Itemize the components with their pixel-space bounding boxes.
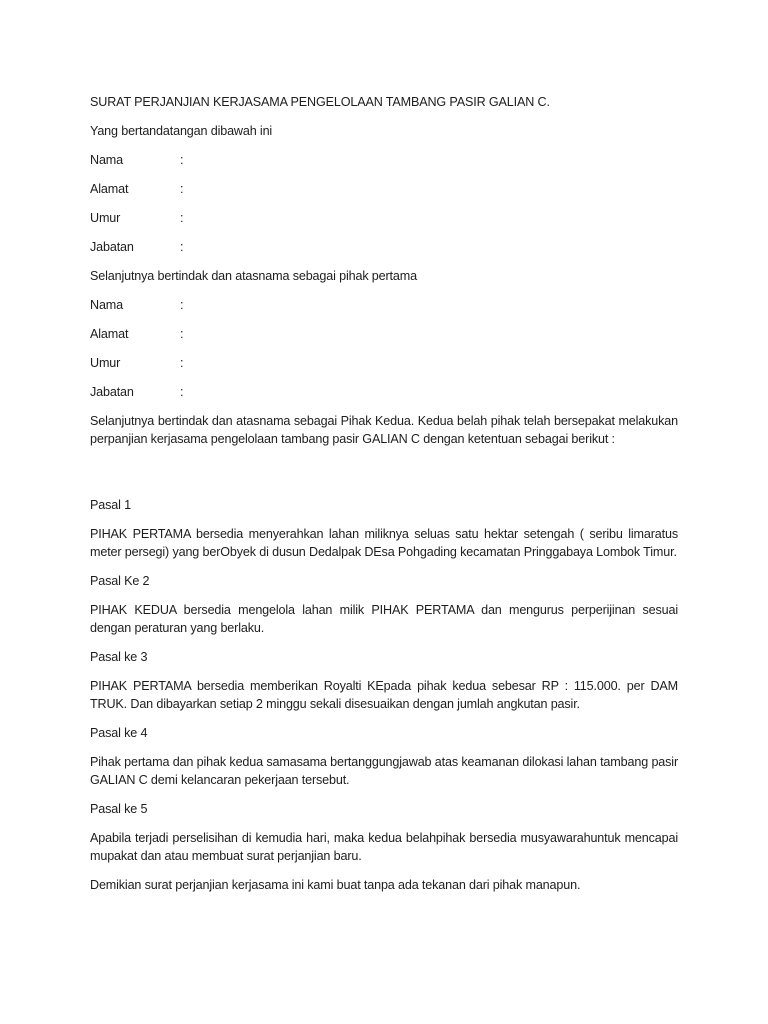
article-heading: Pasal ke 5	[90, 802, 148, 816]
article-heading: Pasal 1	[90, 498, 131, 512]
article-body: Apabila terjadi perselisihan di kemudia hari, maka kedua belahpihak bersedia musyawarahuntuk mencapai mupakat dan atau membuat surat perjanjian baru.	[90, 831, 678, 863]
party2-address-row	[90, 325, 678, 343]
party1-name-row	[90, 151, 678, 169]
party1-position-row	[90, 238, 678, 256]
field-colon: :	[180, 182, 184, 196]
field-label: Nama	[90, 298, 123, 312]
party2-statement: Selanjutnya bertindak dan atasnama sebagai Pihak Kedua. Kedua belah pihak telah bersepakat melakukan perpanjian kerjasama pengelolaan tambang pasir GALIAN C dengan ketentuan sebagai berikut :	[90, 414, 678, 446]
article-heading: Pasal ke 4	[90, 726, 148, 740]
field-colon: :	[180, 211, 184, 225]
field-colon: :	[180, 385, 184, 399]
field-colon: :	[180, 356, 184, 370]
article-heading: Pasal ke 3	[90, 650, 148, 664]
field-colon: :	[180, 240, 184, 254]
document-title: SURAT PERJANJIAN KERJASAMA PENGELOLAAN TAMBANG PASIR GALIAN C.	[90, 95, 550, 109]
party1-age-row	[90, 209, 678, 227]
field-label: Umur	[90, 356, 121, 370]
field-label: Alamat	[90, 182, 129, 196]
party2-fields	[90, 296, 678, 401]
field-label: Jabatan	[90, 385, 134, 399]
party2-name-row	[90, 296, 678, 314]
field-label: Umur	[90, 211, 121, 225]
party1-address-row	[90, 180, 678, 198]
party1-statement: Selanjutnya bertindak dan atasnama sebagai pihak pertama	[90, 269, 417, 283]
article-body: PIHAK KEDUA bersedia mengelola lahan milik PIHAK PERTAMA dan mengurus perperijinan sesuai dengan peraturan yang berlaku.	[90, 603, 678, 635]
field-label: Jabatan	[90, 240, 134, 254]
field-label: Alamat	[90, 327, 129, 341]
intro-line: Yang bertandatangan dibawah ini	[90, 124, 273, 138]
closing-statement: Demikian surat perjanjian kerjasama ini kami buat tanpa ada tekanan dari pihak manapun.	[90, 878, 581, 892]
field-label: Nama	[90, 153, 123, 167]
field-colon: :	[180, 153, 184, 167]
party1-fields	[90, 151, 678, 256]
article-heading: Pasal Ke 2	[90, 574, 150, 588]
field-colon: :	[180, 327, 184, 341]
field-colon: :	[180, 298, 184, 312]
party2-age-row	[90, 354, 678, 372]
document-body	[90, 93, 678, 894]
article-body: PIHAK PERTAMA bersedia memberikan Royalti KEpada pihak kedua sebesar RP : 115.000. per DAM TRUK. Dan dibayarkan setiap 2 minggu sekali disesuaikan dengan jumlah angkutan pasir.	[90, 679, 678, 711]
party2-position-row	[90, 383, 678, 401]
article-body: PIHAK PERTAMA bersedia menyerahkan lahan miliknya seluas satu hektar setengah ( seribu limaratus meter persegi) yang berObyek di dusun Dedalpak DEsa Pohgading kecamatan Pringgabaya Lombok Timur.	[90, 527, 678, 559]
article-body: Pihak pertama dan pihak kedua samasama bertanggungjawab atas keamanan dilokasi lahan tambang pasir GALIAN C demi kelancaran pekerjaan tersebut.	[90, 755, 678, 787]
